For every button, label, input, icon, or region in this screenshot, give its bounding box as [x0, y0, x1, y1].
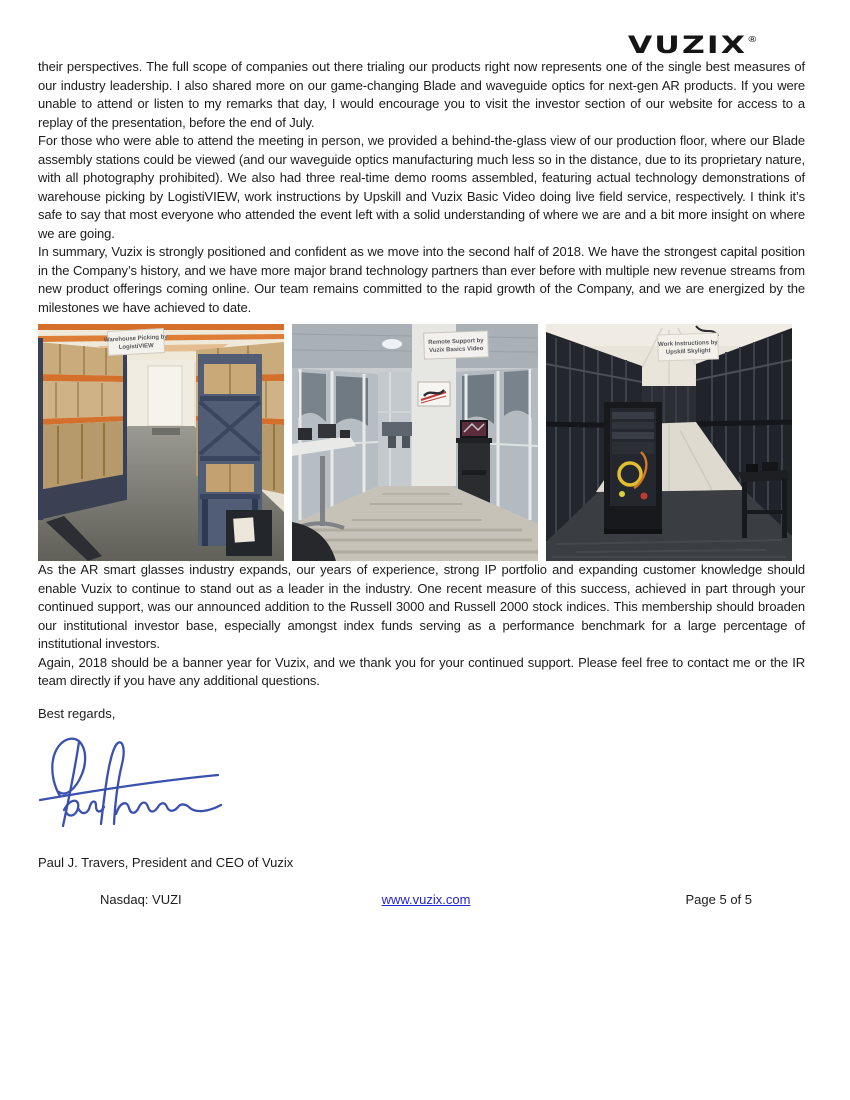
vuzix-logo — [628, 32, 758, 60]
small-stand — [226, 510, 272, 556]
signer-name-title: Paul J. Travers, President and CEO of Vuzix — [38, 855, 294, 870]
page-number: Page 5 of 5 — [685, 891, 752, 907]
sign-line-2: Upskill Skylight — [665, 348, 711, 356]
sign-line-1: Warehouse Picking by — [103, 334, 168, 344]
paragraph-investor-replay: their perspectives. The full scope of companies out there trialing our products right now represents one of the single best measures of our industry leadership. I also shared more on our game-changing Blade and waveguide optics for next-gen AR products. If you were unable to attend or listen to my remarks that day, I would encourage you to visit the investor section of our website for access to a replay of the presentation, before the end of July. — [38, 59, 805, 130]
paul-travers-signature — [40, 739, 221, 826]
left-shelving-rack — [38, 338, 127, 520]
closing-line: Best regards, — [38, 705, 116, 721]
paragraph-summary-2018: In summary, Vuzix is strongly positioned and confident as we move into the second half of 2018. We have the strongest capital position in the Company’s history, and we have more major brand technology partners than ever before with multiple new revenue streams from new product offerings coming online. Our team remains committed to the rapid growth of the Company, and we are energized by the milestones we have achieved to date. — [38, 244, 805, 315]
warehouse-sign — [104, 328, 170, 355]
photo-row — [38, 324, 792, 561]
website-link[interactable]: www.vuzix.com — [381, 891, 471, 907]
paragraph-thank-you: Again, 2018 should be a banner year for Vuzix, and we thank you for your continued support. Please feel free to contact me or the IR team directly if you have any additional questions. — [38, 654, 805, 688]
photo-work-instructions — [546, 324, 792, 561]
sign-line-1: Work Instructions by — [658, 339, 718, 349]
signature-image — [38, 736, 233, 832]
photo-remote-support — [292, 324, 538, 561]
ticker-label: Nasdaq: VUZI — [100, 891, 182, 907]
registered-trademark-symbol: ® — [747, 35, 758, 45]
demo-server-rack — [604, 402, 662, 534]
paragraph-russell-indices: As the AR smart glasses industry expands, our years of experience, strong IP portfolio and expanding customer knowledge should enable Vuzix to continue to stand out as a leader in the industry. One recent measure of this success, achieved in part through your continued support, was our announced addition to the Russell 3000 and Russell 2000 stock indices. This membership should broaden our institutional investor base, especially amongst index funds serving as a performance benchmark for a large percentage of institutional investors. — [38, 562, 805, 651]
vuzix-logo-text: VUZIX — [628, 31, 748, 60]
sign-line-2: LogistiVIEW — [118, 343, 154, 351]
page-footer — [38, 892, 805, 907]
paragraph-production-floor: For those who were able to attend the meeting in person, we provided a behind-the-glass view of our production floor, where our Blade assembly stations could be viewed (and our waveguide optics manufacturing much less so in the distance, due to its proprietary nature, with all photography prohibited). We also had three real-time demo rooms assembled, featuring actual technology demonstrations of warehouse picking by LogistiVIEW, work instructions by Upskill and Vuzix Basic Video doing live field service, respectively. I think it’s safe to say that most everyone who attended the event left with a solid understanding of where we are and a bit more insight on where we are going. — [38, 133, 805, 241]
work-instructions-sign — [658, 333, 719, 361]
sign-line-2: Vuzix Basics Video — [428, 346, 484, 354]
header — [38, 28, 805, 58]
photo-warehouse-picking — [38, 324, 284, 561]
sign-line-1: Remote Support by — [428, 338, 484, 346]
remote-support-sign — [424, 331, 489, 359]
